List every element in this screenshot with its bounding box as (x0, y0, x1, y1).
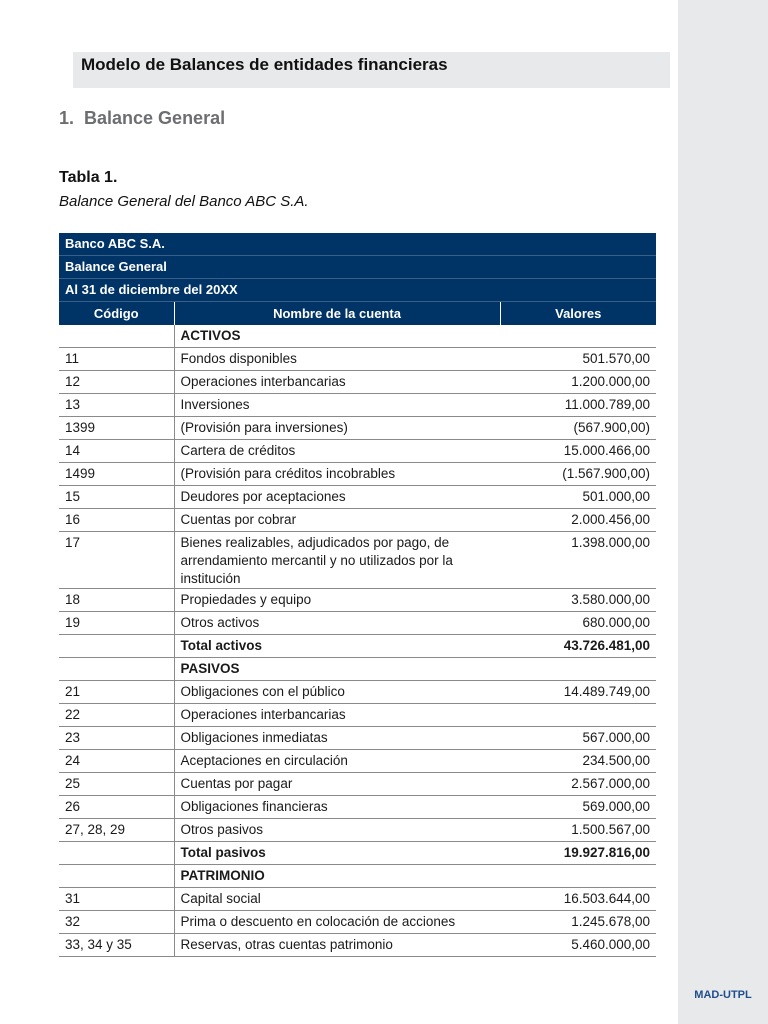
account-name: Operaciones interbancarias (174, 704, 500, 727)
account-code: 23 (59, 727, 174, 750)
account-name: PATRIMONIO (174, 865, 500, 888)
account-name: Otros activos (174, 612, 500, 635)
table-row (59, 773, 656, 796)
account-code (59, 325, 174, 348)
account-name: ACTIVOS (174, 325, 500, 348)
account-value: 234.500,00 (500, 750, 656, 773)
account-name: Bienes realizables, adjudicados por pago, de arrendamiento mercantil y no utilizados por la institución (174, 532, 500, 589)
account-value (500, 325, 656, 348)
account-code: 17 (59, 532, 174, 589)
column-header-value: Valores (500, 302, 656, 326)
account-value: 14.489.749,00 (500, 681, 656, 704)
table-bank-name: Banco ABC S.A. (59, 233, 656, 256)
account-name: Obligaciones inmediatas (174, 727, 500, 750)
table-row (59, 371, 656, 394)
table-section-row (59, 325, 656, 348)
account-name: Deudores por aceptaciones (174, 486, 500, 509)
section-heading (59, 108, 225, 129)
account-code: 22 (59, 704, 174, 727)
table-row (59, 681, 656, 704)
table-row (59, 612, 656, 635)
account-value: (1.567.900,00) (500, 463, 656, 486)
account-code: 11 (59, 348, 174, 371)
account-value: 43.726.481,00 (500, 635, 656, 658)
table-row (59, 727, 656, 750)
table-section-row (59, 658, 656, 681)
section-number: 1. (59, 108, 75, 128)
account-code: 12 (59, 371, 174, 394)
table-row (59, 394, 656, 417)
account-code: 24 (59, 750, 174, 773)
table-row (59, 796, 656, 819)
right-sidebar (678, 0, 768, 1024)
account-name: Cartera de créditos (174, 440, 500, 463)
account-name: Aceptaciones en circulación (174, 750, 500, 773)
account-code: 27, 28, 29 (59, 819, 174, 842)
table-statement-row (59, 256, 656, 279)
table-total-row (59, 635, 656, 658)
account-value: 2.000.456,00 (500, 509, 656, 532)
account-code (59, 658, 174, 681)
account-value: 16.503.644,00 (500, 888, 656, 911)
table-row (59, 486, 656, 509)
account-code: 1399 (59, 417, 174, 440)
account-code: 21 (59, 681, 174, 704)
account-code: 32 (59, 911, 174, 934)
account-value: 1.200.000,00 (500, 371, 656, 394)
table-row (59, 934, 656, 957)
account-code: 13 (59, 394, 174, 417)
table-statement-name: Balance General (59, 256, 656, 279)
section-title: Balance General (84, 108, 226, 128)
account-value: 2.567.000,00 (500, 773, 656, 796)
table-row (59, 750, 656, 773)
account-name: PASIVOS (174, 658, 500, 681)
balance-table (59, 233, 656, 957)
table-row (59, 532, 656, 589)
account-value: 501.000,00 (500, 486, 656, 509)
account-name: Obligaciones con el público (174, 681, 500, 704)
footer-brand: MAD-UTPL (694, 989, 752, 1001)
table-row (59, 704, 656, 727)
table-row (59, 589, 656, 612)
account-value: 569.000,00 (500, 796, 656, 819)
account-code (59, 842, 174, 865)
account-code: 15 (59, 486, 174, 509)
account-value: 19.927.816,00 (500, 842, 656, 865)
table-row (59, 819, 656, 842)
table-row (59, 417, 656, 440)
table-bank-row (59, 233, 656, 256)
table-row (59, 888, 656, 911)
account-code: 25 (59, 773, 174, 796)
account-value: 15.000.466,00 (500, 440, 656, 463)
table-row (59, 348, 656, 371)
document-title: Modelo de Balances de entidades financieras (81, 55, 448, 74)
account-code: 31 (59, 888, 174, 911)
account-code: 26 (59, 796, 174, 819)
account-value: 3.580.000,00 (500, 589, 656, 612)
account-code: 1499 (59, 463, 174, 486)
account-name: Inversiones (174, 394, 500, 417)
table-section-row (59, 865, 656, 888)
account-value: 1.398.000,00 (500, 532, 656, 589)
account-code: 18 (59, 589, 174, 612)
account-value: 501.570,00 (500, 348, 656, 371)
account-value (500, 658, 656, 681)
account-name: Cuentas por pagar (174, 773, 500, 796)
account-value (500, 865, 656, 888)
account-name: Cuentas por cobrar (174, 509, 500, 532)
table-column-headers (59, 302, 656, 326)
account-name: Fondos disponibles (174, 348, 500, 371)
account-name: (Provisión para inversiones) (174, 417, 500, 440)
account-value: 1.245.678,00 (500, 911, 656, 934)
document-header (73, 52, 670, 88)
account-name: Propiedades y equipo (174, 589, 500, 612)
account-name: Obligaciones financieras (174, 796, 500, 819)
account-name: Prima o descuento en colocación de acciones (174, 911, 500, 934)
account-name: Total activos (174, 635, 500, 658)
account-value (500, 704, 656, 727)
account-name: Otros pasivos (174, 819, 500, 842)
account-name: Total pasivos (174, 842, 500, 865)
table-row (59, 440, 656, 463)
table-total-row (59, 842, 656, 865)
account-code (59, 865, 174, 888)
column-header-code: Código (59, 302, 174, 326)
account-value: 11.000.789,00 (500, 394, 656, 417)
table-caption: Balance General del Banco ABC S.A. (59, 193, 309, 210)
account-value: 5.460.000,00 (500, 934, 656, 957)
account-value: 1.500.567,00 (500, 819, 656, 842)
account-code (59, 635, 174, 658)
account-code: 19 (59, 612, 174, 635)
account-value: (567.900,00) (500, 417, 656, 440)
account-name: Reservas, otras cuentas patrimonio (174, 934, 500, 957)
account-name: Capital social (174, 888, 500, 911)
table-label: Tabla 1. (59, 169, 118, 186)
table-row (59, 911, 656, 934)
account-name: Operaciones interbancarias (174, 371, 500, 394)
table-date: Al 31 de diciembre del 20XX (59, 279, 656, 302)
account-code: 14 (59, 440, 174, 463)
account-code: 33, 34 y 35 (59, 934, 174, 957)
account-code: 16 (59, 509, 174, 532)
account-value: 680.000,00 (500, 612, 656, 635)
table-row (59, 463, 656, 486)
table-date-row (59, 279, 656, 302)
account-value: 567.000,00 (500, 727, 656, 750)
table-row (59, 509, 656, 532)
column-header-name: Nombre de la cuenta (174, 302, 500, 326)
account-name: (Provisión para créditos incobrables (174, 463, 500, 486)
